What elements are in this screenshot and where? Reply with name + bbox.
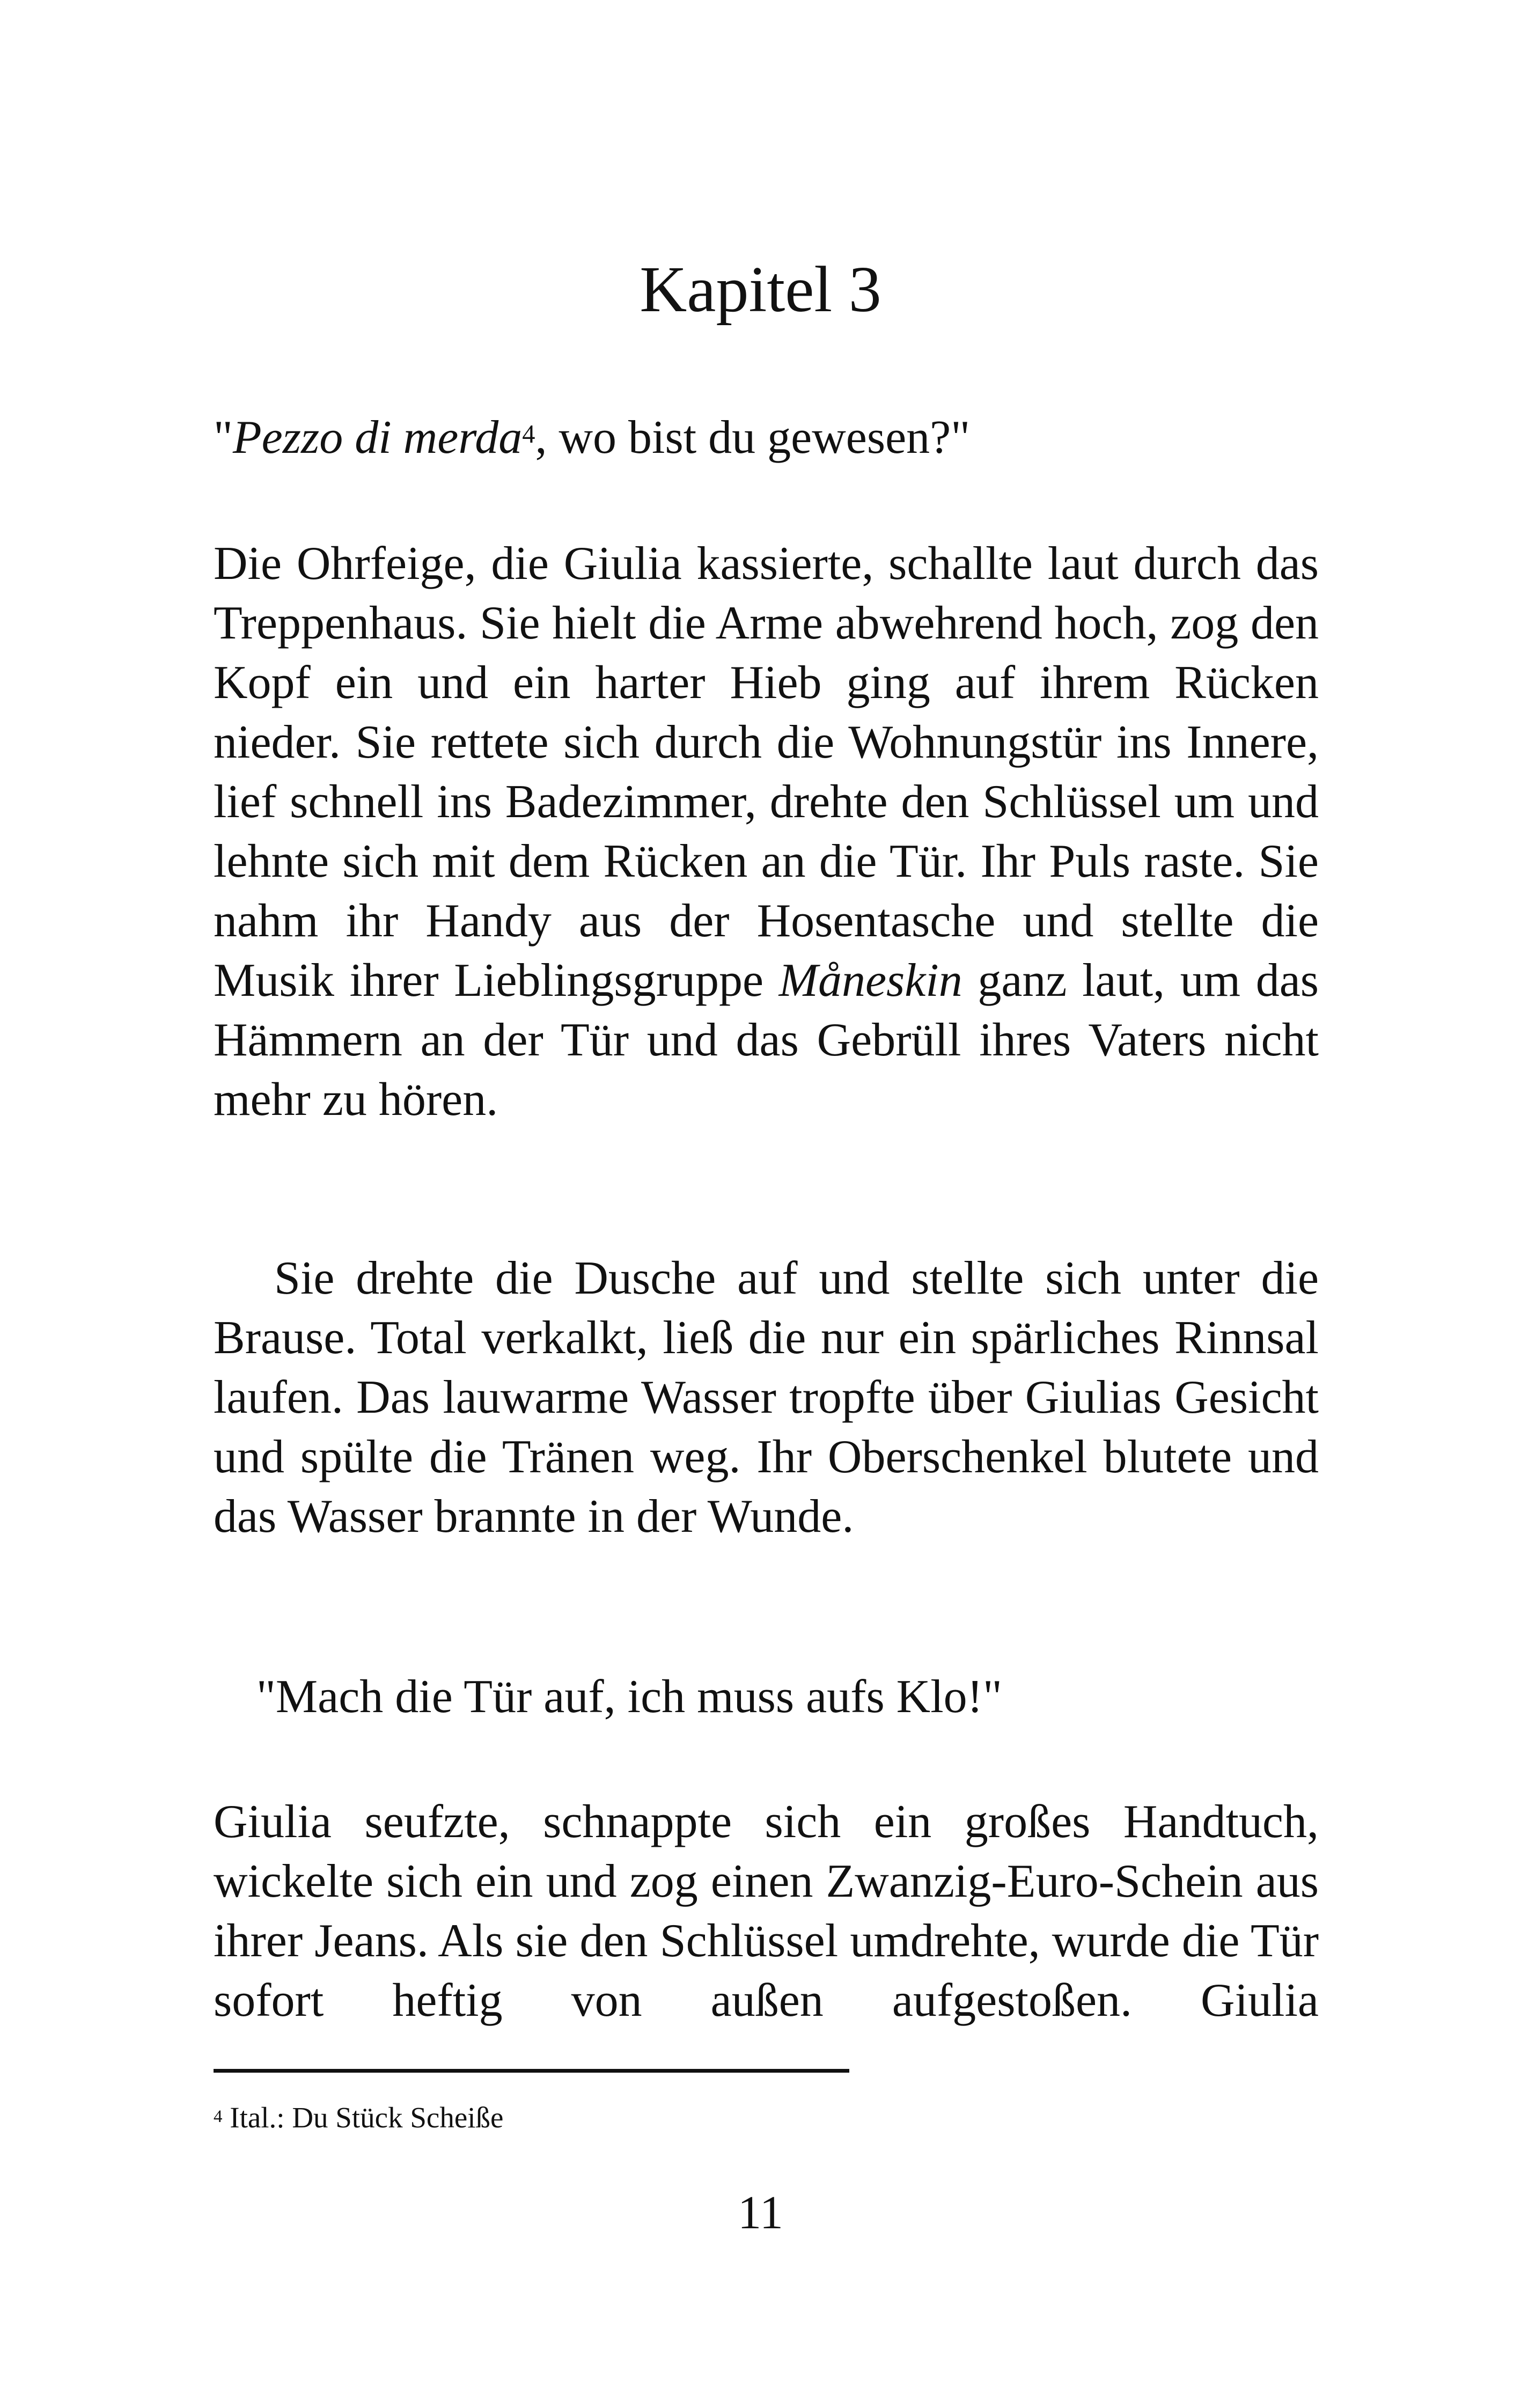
paragraph-1 xyxy=(214,534,1319,1129)
paragraph-2: Sie drehte die Dusche auf und stellte sich unter die Brause. Total verkalkt, ließ die nur ein spärliches Rinnsal laufen. Das lauwarme Wasser tropfte über Giulias Gesicht und spülte die Tränen weg. Ihr Oberschenkel blutete und das Wasser brannte in der Wunde. xyxy=(214,1252,1319,1543)
band-name: Måneskin xyxy=(778,955,962,1007)
footnote-text: Ital.: Du Stück Scheiße xyxy=(222,2101,504,2134)
paragraph-1-text-start: Die Ohrfeige, die Giulia kassierte, schallte laut durch das Treppenhaus. Sie hielt die Arme abwehrend hoch, zog den Kopf ein und ein harter Hieb ging auf ihrem Rücken nieder. Sie rettete sich durch die Wohnungstür ins Innere, lief schnell ins Badezimmer, drehte den Schlüssel um und lehnte sich mit dem Rücken an die Tür. Ihr Puls raste. Sie nahm ihr Handy aus der Hosentasche und stellte die Musik ihrer Lieblingsgruppe xyxy=(214,538,1319,1007)
quote-open-mark: " xyxy=(214,412,233,464)
opening-quote xyxy=(214,408,1319,467)
chapter-title: Kapitel 3 xyxy=(640,253,881,326)
page-number: 11 xyxy=(738,2187,783,2239)
footnote-separator xyxy=(214,2069,849,2073)
paragraph-1-text-end: ganz laut, um das Hämmern an der Tür und das Gebrüll ihres Vaters nicht mehr zu hören. xyxy=(214,955,1319,1126)
footnote-marker: 4 xyxy=(214,2107,223,2126)
paragraph-3: Giulia seufzte, schnappte sich ein großes Handtuch, wickelte sich ein und zog einen Zwanzig-Euro-Schein aus ihrer Jeans. Als sie den Schlüssel umdrehte, wurde die Tür sofort heftig von außen aufgestoßen. Giulia xyxy=(214,1796,1319,2027)
italian-phrase: Pezzo di merda xyxy=(232,412,523,464)
footnote-reference[interactable]: 4 xyxy=(522,420,535,449)
shouted-quote: "Mach die Tür auf, ich muss aufs Klo!" xyxy=(256,1671,1002,1723)
footnote xyxy=(214,2099,503,2137)
quote-rest: , wo bist du gewesen?" xyxy=(535,412,971,464)
